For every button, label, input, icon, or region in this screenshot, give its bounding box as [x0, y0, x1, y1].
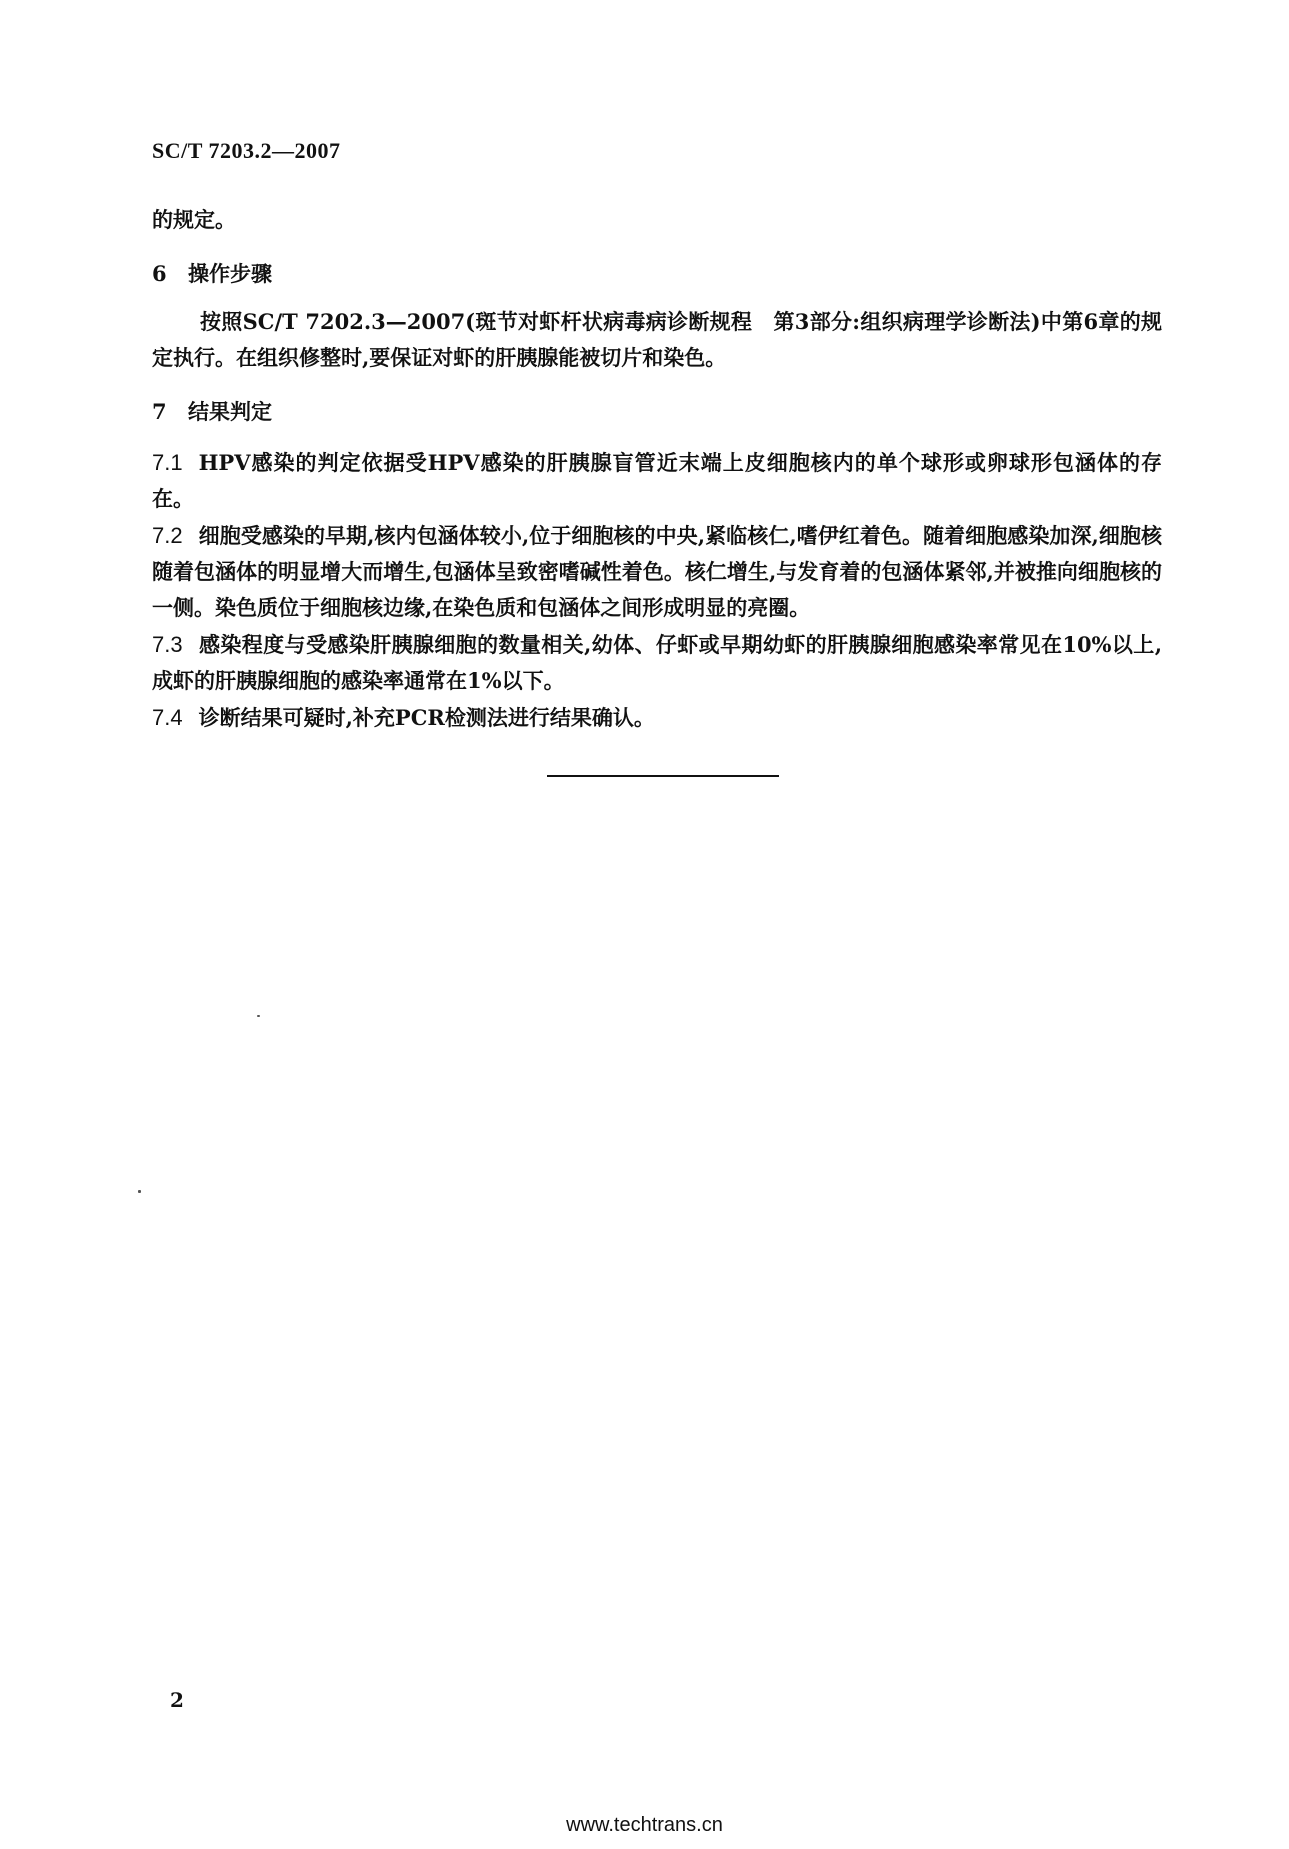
clause-text: 感染程度与受感染肝胰腺细胞的数量相关,幼体、仔虾或早期幼虾的肝胰腺细胞感染率常见在10%以上,成虾的肝胰腺细胞的感染率通常在1%以下。	[152, 632, 1162, 693]
continuation-text: 的规定。	[152, 207, 236, 232]
scan-speck	[257, 1015, 260, 1017]
section-6-number: 6	[152, 261, 167, 286]
section-6-paragraph: 按照SC/T 7202.3—2007(斑节对虾杆状病毒病诊断规程 第3部分:组织病理学诊断法)中第6章的规定执行。在组织修整时,要保证对虾的肝胰腺能被切片和染色。	[152, 309, 1162, 370]
section-7-heading	[152, 396, 272, 426]
clause-7-1	[152, 445, 1162, 517]
watermark-url: www.techtrans.cn	[566, 1814, 723, 1836]
clause-text: HPV感染的判定依据受HPV感染的肝胰腺盲管近末端上皮细胞核内的单个球形或卵球形包涵体的存在。	[152, 450, 1162, 511]
section-7-number: 7	[152, 399, 167, 424]
end-of-standard-rule	[547, 775, 779, 777]
clause-text: 细胞受感染的早期,核内包涵体较小,位于细胞核的中央,紧临核仁,嗜伊红着色。随着细胞感染加深,细胞核随着包涵体的明显增大而增生,包涵体呈致密嗜碱性着色。核仁增生,与发育着的包涵体紧邻,并被推向细胞核的一侧。染色质位于细胞核边缘,在染色质和包涵体之间形成明显的亮圈。	[152, 523, 1162, 620]
clause-7-3	[152, 627, 1162, 699]
standard-code-header: SC/T 7203.2—2007	[152, 138, 341, 163]
section-6-heading	[152, 258, 272, 288]
clause-number: 7.2	[152, 523, 183, 548]
clause-number: 7.3	[152, 632, 183, 657]
clause-text: 诊断结果可疑时,补充PCR检测法进行结果确认。	[198, 705, 655, 730]
scan-speck	[138, 1190, 141, 1193]
clause-number: 7.4	[152, 705, 183, 730]
clause-number: 7.1	[152, 450, 183, 475]
clause-7-2	[152, 518, 1162, 626]
section-6-title: 操作步骤	[188, 261, 272, 286]
section-7-title: 结果判定	[188, 399, 272, 424]
clause-7-4	[152, 700, 1162, 736]
page-number: 2	[170, 1688, 184, 1712]
